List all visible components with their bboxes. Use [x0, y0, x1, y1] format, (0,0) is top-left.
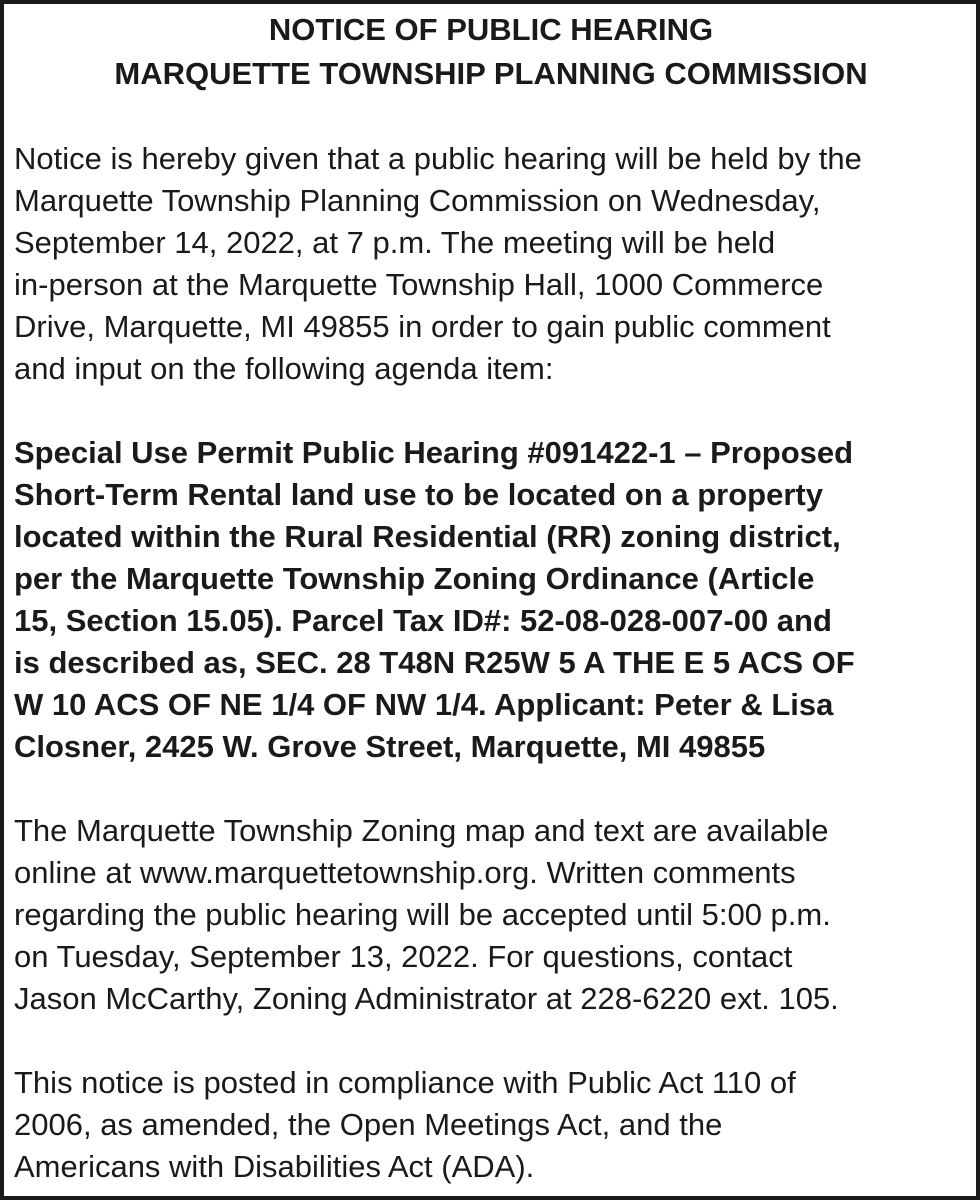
intro-line: and input on the following agenda item: [14, 351, 554, 386]
title-line: MARQUETTE TOWNSHIP PLANNING COMMISSION [114, 56, 868, 91]
compliance-paragraph [14, 1062, 968, 1188]
intro-line: Drive, Marquette, MI 49855 in order to gain public comment [14, 309, 831, 344]
intro-line: in-person at the Marquette Township Hall, 1000 Commerce [14, 267, 824, 302]
agenda-line: per the Marquette Township Zoning Ordinance (Article [14, 561, 815, 596]
info-line: The Marquette Township Zoning map and text are available [14, 813, 829, 848]
info-paragraph [14, 810, 968, 1020]
compliance-line: This notice is posted in compliance with Public Act 110 of [14, 1065, 796, 1100]
info-line: online at www.marquettetownship.org. Written comments [14, 855, 796, 890]
agenda-line: Closner, 2425 W. Grove Street, Marquette, MI 49855 [14, 729, 766, 764]
agenda-line: is described as, SEC. 28 T48N R25W 5 A THE E 5 ACS OF [14, 645, 855, 680]
intro-line: September 14, 2022, at 7 p.m. The meeting will be held [14, 225, 776, 260]
agenda-line: 15, Section 15.05). Parcel Tax ID#: 52-08-028-007-00 and [14, 603, 832, 638]
info-line: regarding the public hearing will be accepted until 5:00 p.m. [14, 897, 831, 932]
title-line: NOTICE OF PUBLIC HEARING [268, 12, 714, 47]
intro-line: Notice is hereby given that a public hearing will be held by the [14, 141, 862, 176]
compliance-line: 2006, as amended, the Open Meetings Act, and the [14, 1107, 723, 1142]
agenda-item-paragraph [14, 432, 968, 768]
intro-paragraph [14, 138, 968, 390]
intro-line: Marquette Township Planning Commission on Wednesday, [14, 183, 821, 218]
info-line: Jason McCarthy, Zoning Administrator at 228-6220 ext. 105. [14, 981, 839, 1016]
agenda-line: located within the Rural Residential (RR) zoning district, [14, 519, 841, 554]
agenda-line: Short-Term Rental land use to be located on a property [14, 477, 823, 512]
agenda-line: Special Use Permit Public Hearing #091422-1 – Proposed [14, 435, 854, 470]
info-line: on Tuesday, September 13, 2022. For questions, contact [14, 939, 793, 974]
notice-title [14, 8, 968, 96]
compliance-line: Americans with Disabilities Act (ADA). [14, 1149, 535, 1184]
agenda-line: W 10 ACS OF NE 1/4 OF NW 1/4. Applicant: Peter & Lisa [14, 687, 834, 722]
